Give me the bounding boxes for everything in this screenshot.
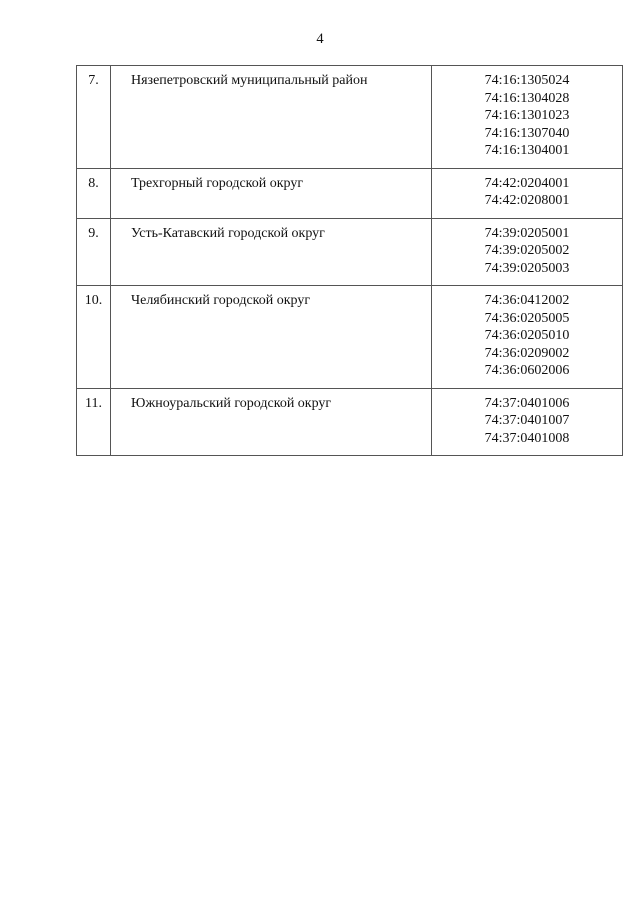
cadastral-code: 74:37:0401008 (484, 430, 570, 446)
table-row (77, 66, 623, 169)
cadastral-code: 74:16:1304001 (484, 143, 570, 158)
row-number: 9. (77, 218, 111, 286)
cadastral-code: 74:16:1307040 (484, 125, 570, 141)
municipality-name: Южноуральский городской округ (111, 388, 432, 456)
cadastral-codes (432, 168, 623, 218)
cadastral-code: 74:39:0205002 (484, 243, 570, 258)
municipality-name: Челябинский городской округ (111, 286, 432, 389)
cadastral-code: 74:39:0205001 (484, 225, 570, 241)
cadastral-code: 74:16:1301023 (484, 108, 570, 123)
table-row (77, 286, 623, 389)
cadastral-code: 74:36:0209002 (484, 345, 570, 361)
cadastral-codes (432, 286, 623, 389)
cadastral-codes (432, 388, 623, 456)
cadastral-code: 74:36:0602006 (484, 363, 570, 378)
page-number: 4 (316, 31, 324, 47)
cadastral-code: 74:36:0412002 (484, 293, 570, 308)
municipality-name: Нязепетровский муниципальный район (111, 66, 432, 169)
table-row (77, 168, 623, 218)
row-number: 11. (77, 388, 111, 456)
municipality-name: Усть-Катавский городской округ (111, 218, 432, 286)
cadastral-code: 74:37:0401007 (484, 413, 570, 428)
cadastral-code: 74:42:0208001 (484, 193, 570, 208)
row-number: 10. (77, 286, 111, 389)
row-number: 7. (77, 66, 111, 169)
cadastral-code: 74:39:0205003 (484, 260, 570, 276)
cadastral-code: 74:42:0204001 (484, 175, 570, 191)
cadastral-codes (432, 66, 623, 169)
table-row (77, 388, 623, 456)
cadastral-table (76, 65, 623, 456)
cadastral-code: 74:37:0401006 (484, 395, 570, 411)
cadastral-code: 74:36:0205005 (484, 310, 570, 326)
municipality-name: Трехгорный городской округ (111, 168, 432, 218)
table-row (77, 218, 623, 286)
row-number: 8. (77, 168, 111, 218)
cadastral-code: 74:16:1305024 (484, 73, 570, 88)
cadastral-codes (432, 218, 623, 286)
cadastral-code: 74:36:0205010 (484, 328, 570, 343)
cadastral-code: 74:16:1304028 (484, 90, 570, 106)
